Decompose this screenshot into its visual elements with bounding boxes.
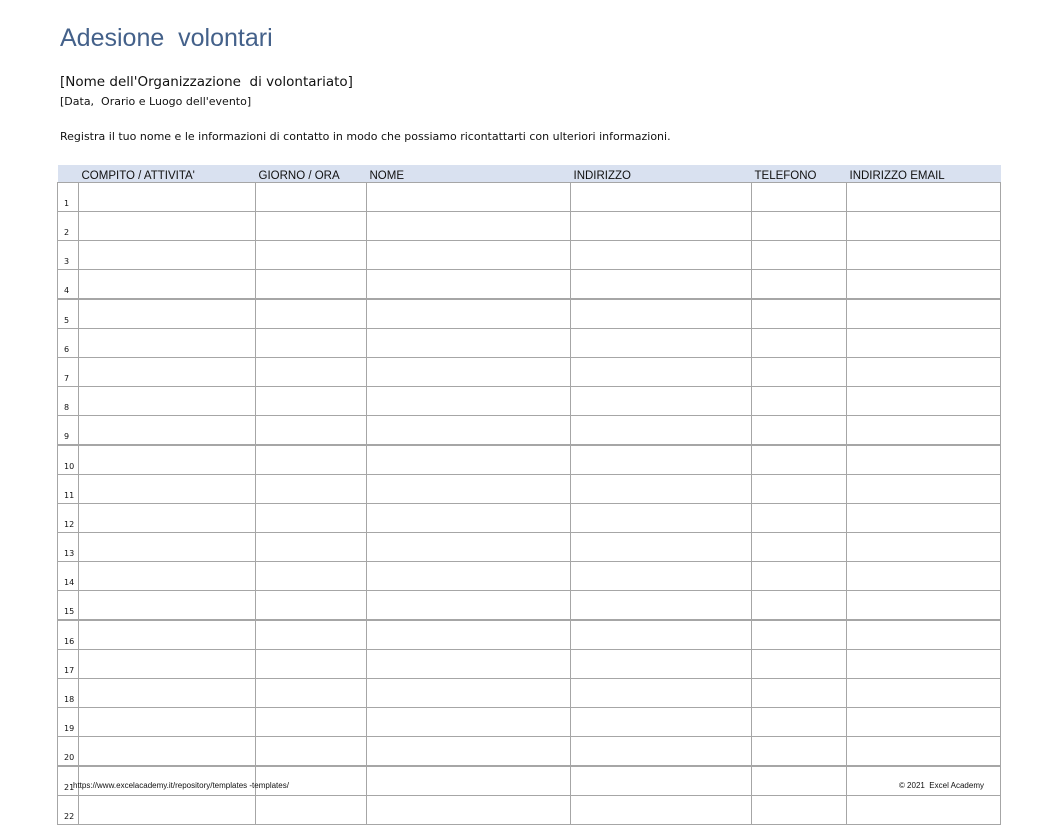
day-time-cell[interactable]	[256, 620, 367, 650]
row-number: 8	[58, 387, 79, 416]
name-cell[interactable]	[367, 679, 571, 708]
row-number: 18	[58, 679, 79, 708]
row-number: 13	[58, 533, 79, 562]
name-cell[interactable]	[367, 737, 571, 767]
row-number: 20	[58, 737, 79, 767]
address-cell[interactable]	[571, 562, 752, 591]
name-cell[interactable]	[367, 387, 571, 416]
task-cell[interactable]	[79, 212, 256, 241]
name-cell[interactable]	[367, 183, 571, 212]
email-cell[interactable]	[847, 358, 1001, 387]
task-cell[interactable]	[79, 504, 256, 533]
row-number: 5	[58, 299, 79, 329]
phone-cell[interactable]	[752, 358, 847, 387]
address-cell[interactable]	[571, 708, 752, 737]
email-cell[interactable]	[847, 504, 1001, 533]
name-cell[interactable]	[367, 241, 571, 270]
table-row	[58, 737, 1001, 767]
column-header-email: INDIRIZZO EMAIL	[847, 165, 1001, 183]
day-time-cell[interactable]	[256, 562, 367, 591]
address-cell[interactable]	[571, 591, 752, 621]
day-time-cell[interactable]	[256, 329, 367, 358]
table-row	[58, 679, 1001, 708]
task-cell[interactable]	[79, 358, 256, 387]
name-cell[interactable]	[367, 650, 571, 679]
task-cell[interactable]	[79, 650, 256, 679]
day-time-cell[interactable]	[256, 533, 367, 562]
column-header-phone: TELEFONO	[752, 165, 847, 183]
table-row	[58, 796, 1001, 825]
table-row	[58, 387, 1001, 416]
name-cell[interactable]	[367, 270, 571, 300]
name-cell[interactable]	[367, 533, 571, 562]
footer-url[interactable]: https://www.excelacademy.it/repository/templates -templates/	[73, 781, 289, 790]
name-cell[interactable]	[367, 504, 571, 533]
day-time-cell[interactable]	[256, 737, 367, 767]
task-cell[interactable]	[79, 299, 256, 329]
row-number: 6	[58, 329, 79, 358]
row-number: 19	[58, 708, 79, 737]
name-cell[interactable]	[367, 329, 571, 358]
email-cell[interactable]	[847, 620, 1001, 650]
task-cell[interactable]	[79, 796, 256, 825]
email-cell[interactable]	[847, 212, 1001, 241]
address-cell[interactable]	[571, 212, 752, 241]
task-cell[interactable]	[79, 183, 256, 212]
email-cell[interactable]	[847, 445, 1001, 475]
table-row	[58, 212, 1001, 241]
row-number: 15	[58, 591, 79, 621]
task-cell[interactable]	[79, 387, 256, 416]
row-number: 22	[58, 796, 79, 825]
name-cell[interactable]	[367, 445, 571, 475]
table-row	[58, 270, 1001, 300]
row-number: 10	[58, 445, 79, 475]
email-cell[interactable]	[847, 270, 1001, 300]
day-time-cell[interactable]	[256, 183, 367, 212]
task-cell[interactable]	[79, 679, 256, 708]
day-time-cell[interactable]	[256, 416, 367, 446]
email-cell[interactable]	[847, 650, 1001, 679]
name-cell[interactable]	[367, 562, 571, 591]
column-header-day-time: GIORNO / ORA	[256, 165, 367, 183]
phone-cell[interactable]	[752, 270, 847, 300]
day-time-cell[interactable]	[256, 796, 367, 825]
email-cell[interactable]	[847, 708, 1001, 737]
row-number: 9	[58, 416, 79, 446]
day-time-cell[interactable]	[256, 212, 367, 241]
task-cell[interactable]	[79, 737, 256, 767]
address-cell[interactable]	[571, 650, 752, 679]
address-cell[interactable]	[571, 766, 752, 796]
row-number: 21	[58, 766, 79, 796]
day-time-cell[interactable]	[256, 650, 367, 679]
table-row	[58, 562, 1001, 591]
signup-table	[57, 165, 1000, 825]
email-cell[interactable]	[847, 387, 1001, 416]
name-cell[interactable]	[367, 620, 571, 650]
table-row	[58, 183, 1001, 212]
day-time-cell[interactable]	[256, 445, 367, 475]
day-time-cell[interactable]	[256, 708, 367, 737]
email-cell[interactable]	[847, 241, 1001, 270]
phone-cell[interactable]	[752, 533, 847, 562]
phone-cell[interactable]	[752, 416, 847, 446]
event-details-placeholder[interactable]: [Data, Orario e Luogo dell'evento]	[60, 95, 252, 108]
name-cell[interactable]	[367, 299, 571, 329]
phone-cell[interactable]	[752, 650, 847, 679]
phone-cell[interactable]	[752, 329, 847, 358]
address-cell[interactable]	[571, 620, 752, 650]
email-cell[interactable]	[847, 416, 1001, 446]
footer-copyright: © 2021 Excel Academy	[898, 781, 984, 790]
email-cell[interactable]	[847, 591, 1001, 621]
column-header-address: INDIRIZZO	[571, 165, 752, 183]
instructions-text: Registra il tuo nome e le informazioni di contatto in modo che possiamo ricontattarti con ulteriori informazioni.	[60, 130, 671, 143]
task-cell[interactable]	[79, 270, 256, 300]
phone-cell[interactable]	[752, 475, 847, 504]
table-row	[58, 299, 1001, 329]
address-cell[interactable]	[571, 445, 752, 475]
table-row	[58, 475, 1001, 504]
phone-cell[interactable]	[752, 504, 847, 533]
email-cell[interactable]	[847, 796, 1001, 825]
task-cell[interactable]	[79, 562, 256, 591]
address-cell[interactable]	[571, 329, 752, 358]
task-cell[interactable]	[79, 241, 256, 270]
phone-cell[interactable]	[752, 708, 847, 737]
address-cell[interactable]	[571, 387, 752, 416]
address-cell[interactable]	[571, 796, 752, 825]
phone-cell[interactable]	[752, 737, 847, 767]
phone-cell[interactable]	[752, 766, 847, 796]
address-cell[interactable]	[571, 504, 752, 533]
task-cell[interactable]	[79, 475, 256, 504]
table-row	[58, 533, 1001, 562]
day-time-cell[interactable]	[256, 679, 367, 708]
address-cell[interactable]	[571, 358, 752, 387]
day-time-cell[interactable]	[256, 591, 367, 621]
row-number: 7	[58, 358, 79, 387]
signup-grid	[57, 165, 1001, 825]
address-cell[interactable]	[571, 270, 752, 300]
task-cell[interactable]	[79, 708, 256, 737]
task-cell[interactable]	[79, 445, 256, 475]
phone-cell[interactable]	[752, 620, 847, 650]
task-cell[interactable]	[79, 329, 256, 358]
row-number: 14	[58, 562, 79, 591]
table-row	[58, 650, 1001, 679]
table-header-row	[58, 165, 1001, 183]
email-cell[interactable]	[847, 475, 1001, 504]
email-cell[interactable]	[847, 737, 1001, 767]
day-time-cell[interactable]	[256, 241, 367, 270]
table-row	[58, 358, 1001, 387]
name-cell[interactable]	[367, 766, 571, 796]
phone-cell[interactable]	[752, 299, 847, 329]
table-row	[58, 416, 1001, 446]
day-time-cell[interactable]	[256, 475, 367, 504]
row-number: 11	[58, 475, 79, 504]
day-time-cell[interactable]	[256, 504, 367, 533]
task-cell[interactable]	[79, 591, 256, 621]
row-number: 2	[58, 212, 79, 241]
table-row	[58, 241, 1001, 270]
page-title: Adesione volontari	[60, 24, 273, 52]
row-number: 12	[58, 504, 79, 533]
row-number: 3	[58, 241, 79, 270]
day-time-cell[interactable]	[256, 358, 367, 387]
name-cell[interactable]	[367, 358, 571, 387]
address-cell[interactable]	[571, 475, 752, 504]
email-cell[interactable]	[847, 679, 1001, 708]
name-cell[interactable]	[367, 708, 571, 737]
day-time-cell[interactable]	[256, 387, 367, 416]
day-time-cell[interactable]	[256, 270, 367, 300]
email-cell[interactable]	[847, 533, 1001, 562]
phone-cell[interactable]	[752, 796, 847, 825]
name-cell[interactable]	[367, 212, 571, 241]
organization-placeholder[interactable]: [Nome dell'Organizzazione di volontariato]	[60, 74, 353, 90]
address-cell[interactable]	[571, 241, 752, 270]
address-cell[interactable]	[571, 679, 752, 708]
row-number: 1	[58, 183, 79, 212]
task-cell[interactable]	[79, 533, 256, 562]
row-number: 16	[58, 620, 79, 650]
address-cell[interactable]	[571, 737, 752, 767]
phone-cell[interactable]	[752, 679, 847, 708]
phone-cell[interactable]	[752, 445, 847, 475]
row-number: 4	[58, 270, 79, 300]
table-row	[58, 620, 1001, 650]
task-cell[interactable]	[79, 620, 256, 650]
email-cell[interactable]	[847, 562, 1001, 591]
phone-cell[interactable]	[752, 562, 847, 591]
day-time-cell[interactable]	[256, 299, 367, 329]
task-cell[interactable]	[79, 416, 256, 446]
phone-cell[interactable]	[752, 183, 847, 212]
address-cell[interactable]	[571, 183, 752, 212]
phone-cell[interactable]	[752, 387, 847, 416]
phone-cell[interactable]	[752, 591, 847, 621]
address-cell[interactable]	[571, 299, 752, 329]
email-cell[interactable]	[847, 183, 1001, 212]
phone-cell[interactable]	[752, 212, 847, 241]
address-cell[interactable]	[571, 533, 752, 562]
column-header-name: NOME	[367, 165, 571, 183]
address-cell[interactable]	[571, 416, 752, 446]
table-row	[58, 504, 1001, 533]
table-row	[58, 445, 1001, 475]
table-row	[58, 708, 1001, 737]
phone-cell[interactable]	[752, 241, 847, 270]
email-cell[interactable]	[847, 299, 1001, 329]
table-row	[58, 329, 1001, 358]
table-row	[58, 591, 1001, 621]
column-header-task: COMPITO / ATTIVITA'	[79, 165, 256, 183]
name-cell[interactable]	[367, 796, 571, 825]
name-cell[interactable]	[367, 416, 571, 446]
name-cell[interactable]	[367, 475, 571, 504]
row-number: 17	[58, 650, 79, 679]
row-number-header	[58, 165, 79, 183]
email-cell[interactable]	[847, 329, 1001, 358]
name-cell[interactable]	[367, 591, 571, 621]
